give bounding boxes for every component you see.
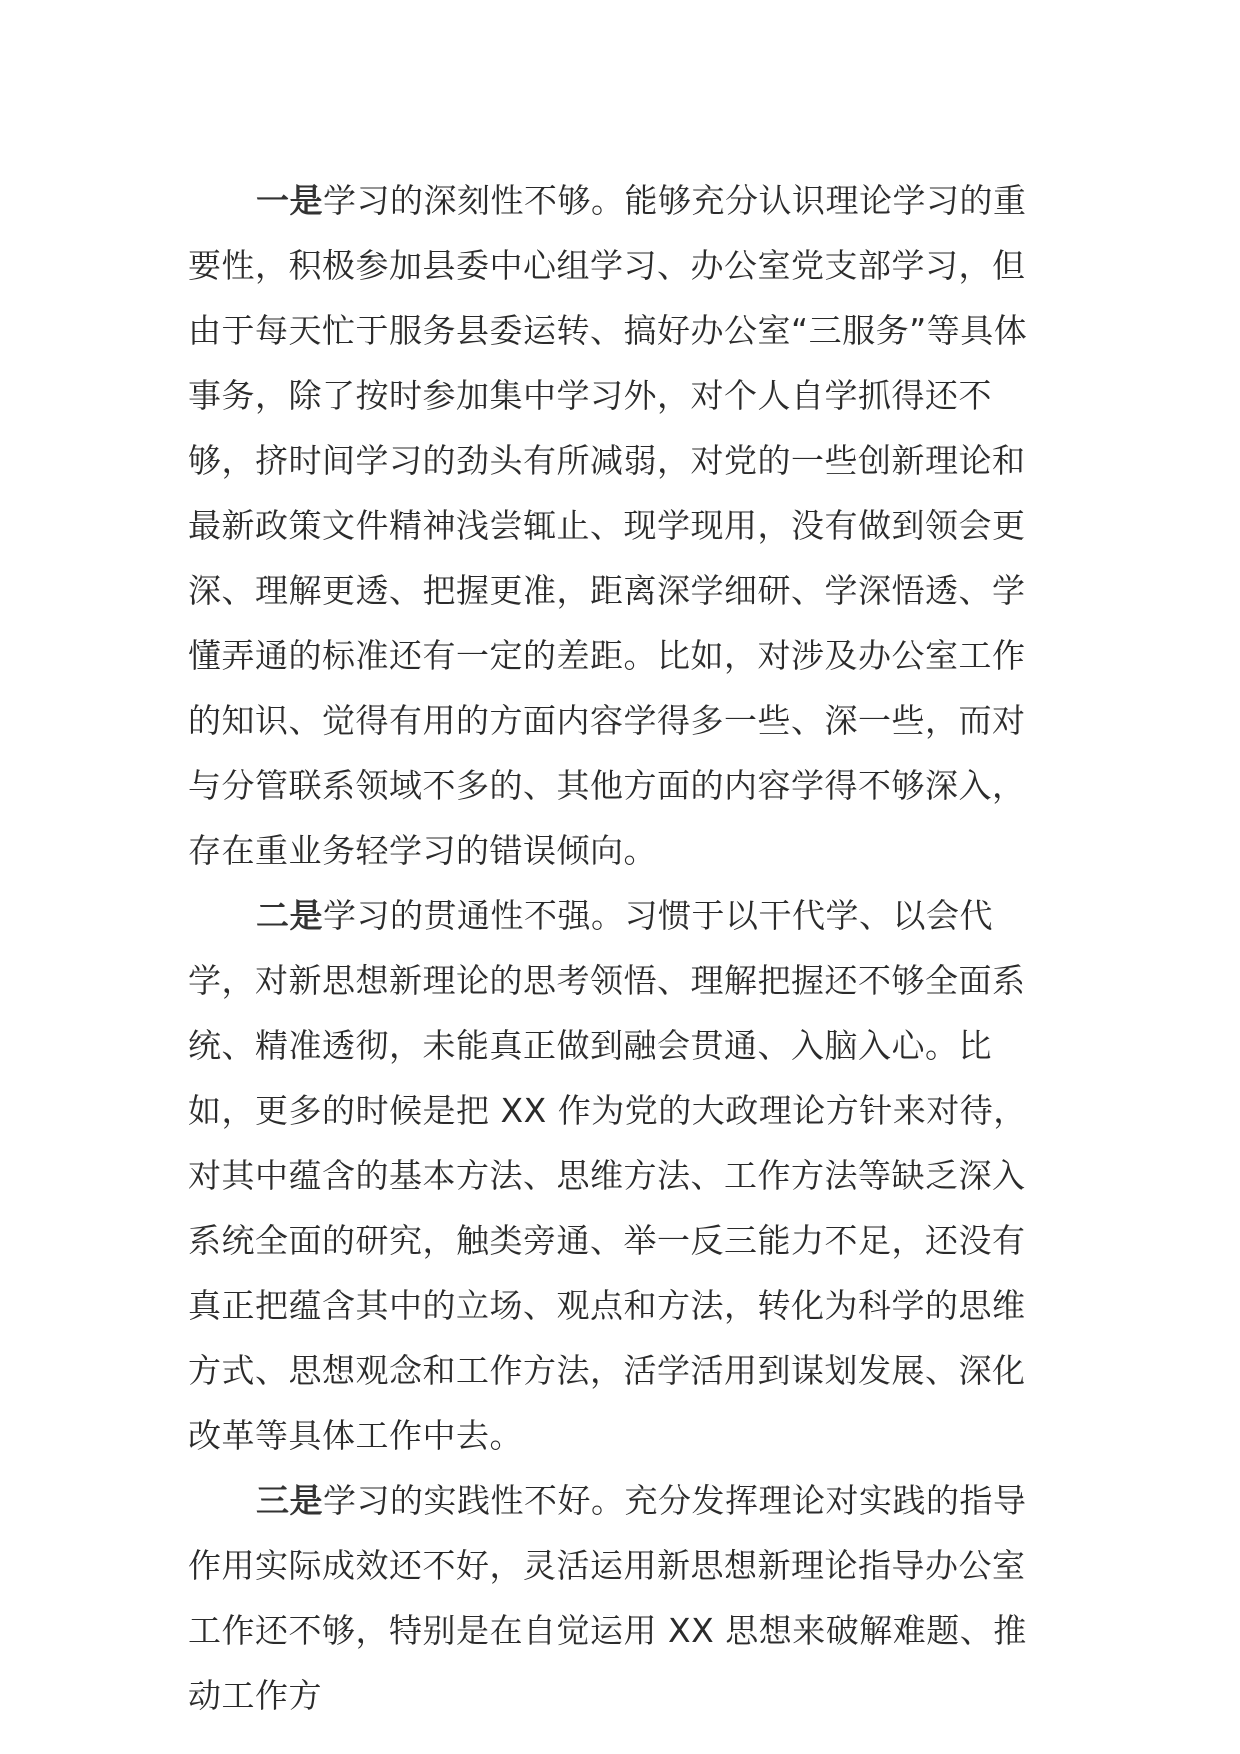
paragraph-1-text: 学习的深刻性不够。能够充分认识理论学习的重要性，积极参加县委中心组学习、办公室党支部学习，但由于每天忙于服务县委运转、搞好办公室“三服务”等具体事务，除了按时参加集中学习外，对个人自学抓得还不够，挤时间学习的劲头有所减弱，对党的一些创新理论和最新政策文件精神浅尝辄止、现学现用，没有做到领会更深、理解更透、把握更准，距离深学细研、学深悟透、学懂弄通的标准还有一定的差距。比如，对涉及办公室工作的知识、觉得有用的方面内容学得多一些、深一些，而对与分管联系领域不多的、其他方面的内容学得不够深入，存在重业务轻学习的错误倾向。: [188, 181, 1028, 870]
paragraph-3: [188, 1468, 1058, 1728]
paragraph-1-lead: 一是: [256, 181, 323, 220]
paragraph-2-text: 学习的贯通性不强。习惯于以干代学、以会代学，对新思想新理论的思考领悟、理解把握还不够全面系统、精准透彻，未能真正做到融会贯通、入脑入心。比如，更多的时候是把 XX 作为党的大政理论方针来对待，对其中蕴含的基本方法、思维方法、工作方法等缺乏深入系统全面的研究，触类旁通、举一反三能力不足，还没有真正把蕴含其中的立场、观点和方法，转化为科学的思维方式、思想观念和工作方法，活学活用到谋划发展、深化改革等具体工作中去。: [188, 896, 1027, 1455]
paragraph-2-lead: 二是: [256, 896, 323, 935]
paragraph-1: [188, 168, 1058, 883]
paragraph-2: [188, 883, 1058, 1468]
paragraph-3-lead: 三是: [256, 1481, 323, 1520]
paragraph-3-text: 学习的实践性不好。充分发挥理论对实践的指导作用实际成效还不好，灵活运用新思想新理论指导办公室工作还不够，特别是在自觉运用 XX 思想来破解难题、推动工作方: [188, 1481, 1027, 1715]
document-body: [188, 168, 1058, 1728]
